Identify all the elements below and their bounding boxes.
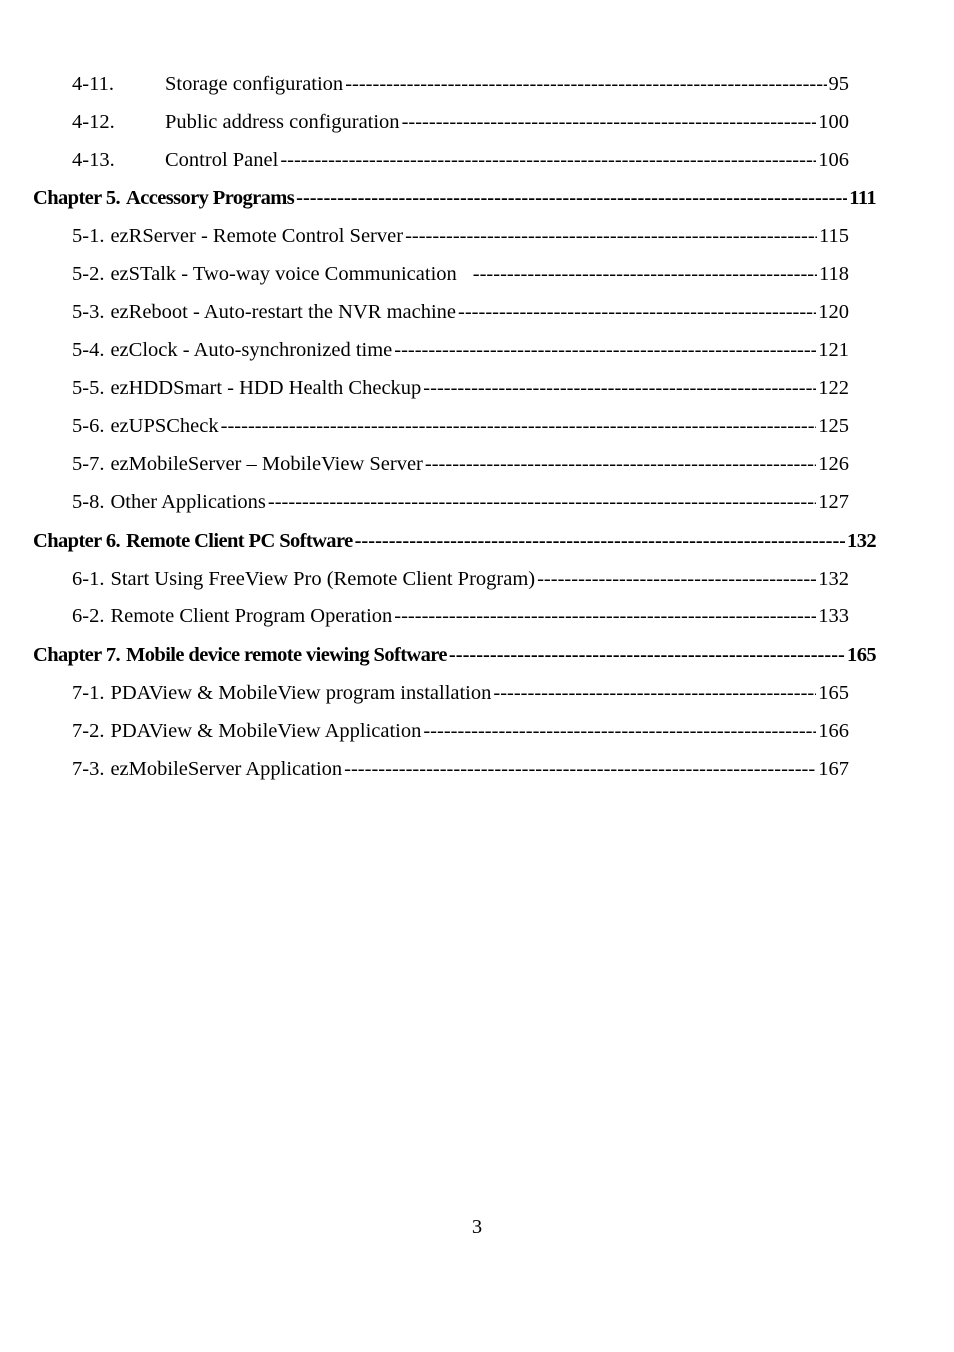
- toc-leader-dashes: [405, 221, 817, 251]
- toc-entry-title: PDAView & MobileView program installation: [110, 682, 492, 704]
- toc-leader-dashes: [425, 449, 816, 479]
- toc-entry-5-8[interactable]: [72, 487, 849, 517]
- toc-entry-title: ezMobileServer – MobileView Server: [110, 453, 423, 475]
- toc-leader-dashes: [344, 754, 816, 784]
- toc-leader-dashes: [355, 526, 845, 556]
- toc-entry-page: 118: [819, 263, 849, 285]
- toc-entry-title: ezUPSCheck: [110, 415, 219, 437]
- toc-entry-number: 5-7.: [72, 453, 105, 475]
- toc-leader-dashes: [394, 335, 816, 365]
- toc-entry-page: 121: [818, 339, 849, 361]
- toc-entry-5-4[interactable]: [72, 335, 849, 365]
- toc-chapter-7[interactable]: [33, 640, 876, 670]
- toc-entry-number: 5-1.: [72, 225, 105, 247]
- toc-entry-page: 126: [818, 453, 849, 475]
- toc-entry-title: Public address configuration: [165, 111, 400, 133]
- toc-entry-7-2[interactable]: [72, 716, 849, 746]
- toc-entry-5-6[interactable]: [72, 411, 849, 441]
- toc-entry-number: 7-1.: [72, 682, 105, 704]
- toc-entry-6-1[interactable]: [72, 564, 849, 594]
- toc-entry-number: 4-13.: [72, 149, 115, 171]
- toc-entry-title: Storage configuration: [165, 73, 344, 95]
- toc-entry-page: 115: [819, 225, 849, 247]
- toc-entry-page: 127: [818, 491, 849, 513]
- toc-entry-page: 167: [818, 758, 849, 780]
- toc-leader-dashes: [458, 297, 816, 327]
- toc-chapter-page: 165: [847, 644, 876, 666]
- toc-entry-page: 100: [818, 111, 849, 133]
- toc-entry-7-1[interactable]: [72, 678, 849, 708]
- toc-entry-4-11[interactable]: [72, 69, 849, 99]
- toc-entry-number: 5-6.: [72, 415, 105, 437]
- toc-entry-number: 5-4.: [72, 339, 105, 361]
- toc-entry-page: 120: [818, 301, 849, 323]
- toc-chapter-number: Chapter 6.: [33, 530, 121, 552]
- toc-leader-dashes: [345, 69, 826, 99]
- toc-entry-4-12[interactable]: [72, 107, 849, 137]
- toc-chapter-title: Accessory Programs: [126, 187, 295, 209]
- toc-leader-dashes: [280, 145, 816, 175]
- toc-chapter-6[interactable]: [33, 526, 876, 556]
- toc-entry-page: 132: [818, 568, 849, 590]
- toc-leader-dashes: [394, 601, 816, 631]
- toc-entry-title: ezHDDSmart - HDD Health Checkup: [110, 377, 422, 399]
- toc-chapter-5[interactable]: [33, 183, 876, 213]
- toc-entry-title: Start Using FreeView Pro (Remote Client Program): [110, 568, 536, 590]
- toc-entry-title: Other Applications: [110, 491, 266, 513]
- toc-entry-5-5[interactable]: [72, 373, 849, 403]
- toc-entry-number: 5-3.: [72, 301, 105, 323]
- toc-leader-dashes: [493, 678, 816, 708]
- toc-leader-dashes: [268, 487, 816, 517]
- toc-entry-page: 125: [818, 415, 849, 437]
- toc-entry-number: 7-2.: [72, 720, 105, 742]
- toc-leader-dashes: [449, 640, 845, 670]
- toc-entry-7-3[interactable]: [72, 754, 849, 784]
- toc-entry-number: 4-11.: [72, 73, 114, 95]
- toc-entry-title: ezSTalk - Two-way voice Communication: [110, 263, 457, 285]
- page-number: 3: [471, 1216, 483, 1238]
- toc-chapter-title: Remote Client PC Software: [126, 530, 353, 552]
- toc-entry-page: 95: [828, 73, 849, 95]
- toc-entry-4-13[interactable]: [72, 145, 849, 175]
- toc-entry-page: 166: [818, 720, 849, 742]
- toc-chapter-page: 132: [847, 530, 876, 552]
- toc-chapter-number: Chapter 5.: [33, 187, 121, 209]
- toc-leader-dashes: [423, 716, 816, 746]
- toc-entry-title: ezClock - Auto-synchronized time: [110, 339, 393, 361]
- toc-leader-dashes: [402, 107, 817, 137]
- toc-entry-number: 5-8.: [72, 491, 105, 513]
- toc-entry-title: PDAView & MobileView Application: [110, 720, 422, 742]
- toc-entry-number: 5-2.: [72, 263, 105, 285]
- toc-chapter-number: Chapter 7.: [33, 644, 121, 666]
- toc-entry-page: 133: [818, 605, 849, 627]
- toc-entry-page: 106: [818, 149, 849, 171]
- toc-entry-number: 6-2.: [72, 605, 105, 627]
- toc-entry-number: 6-1.: [72, 568, 105, 590]
- toc-entry-number: 4-12.: [72, 111, 115, 133]
- toc-leader-dashes: [473, 259, 817, 289]
- toc-entry-5-2[interactable]: [72, 259, 849, 289]
- toc-leader-dashes: [296, 183, 847, 213]
- toc-entry-title: Remote Client Program Operation: [110, 605, 393, 627]
- toc-entry-5-7[interactable]: [72, 449, 849, 479]
- toc-entry-title: ezMobileServer Application: [110, 758, 343, 780]
- toc-entry-page: 122: [818, 377, 849, 399]
- toc-chapter-title: Mobile device remote viewing Software: [126, 644, 447, 666]
- toc-entry-title: ezRServer - Remote Control Server: [110, 225, 404, 247]
- toc-entry-6-2[interactable]: [72, 601, 849, 631]
- toc-leader-dashes: [537, 564, 816, 594]
- toc-entry-title: Control Panel: [165, 149, 279, 171]
- toc-chapter-page: 111: [849, 187, 876, 209]
- toc-entry-title: ezReboot - Auto-restart the NVR machine: [110, 301, 457, 323]
- toc-entry-5-3[interactable]: [72, 297, 849, 327]
- toc-leader-dashes: [221, 411, 817, 441]
- toc-entry-page: 165: [818, 682, 849, 704]
- toc-entry-number: 7-3.: [72, 758, 105, 780]
- toc-entry-number: 5-5.: [72, 377, 105, 399]
- toc-entry-5-1[interactable]: [72, 221, 849, 251]
- toc-leader-dashes: [423, 373, 816, 403]
